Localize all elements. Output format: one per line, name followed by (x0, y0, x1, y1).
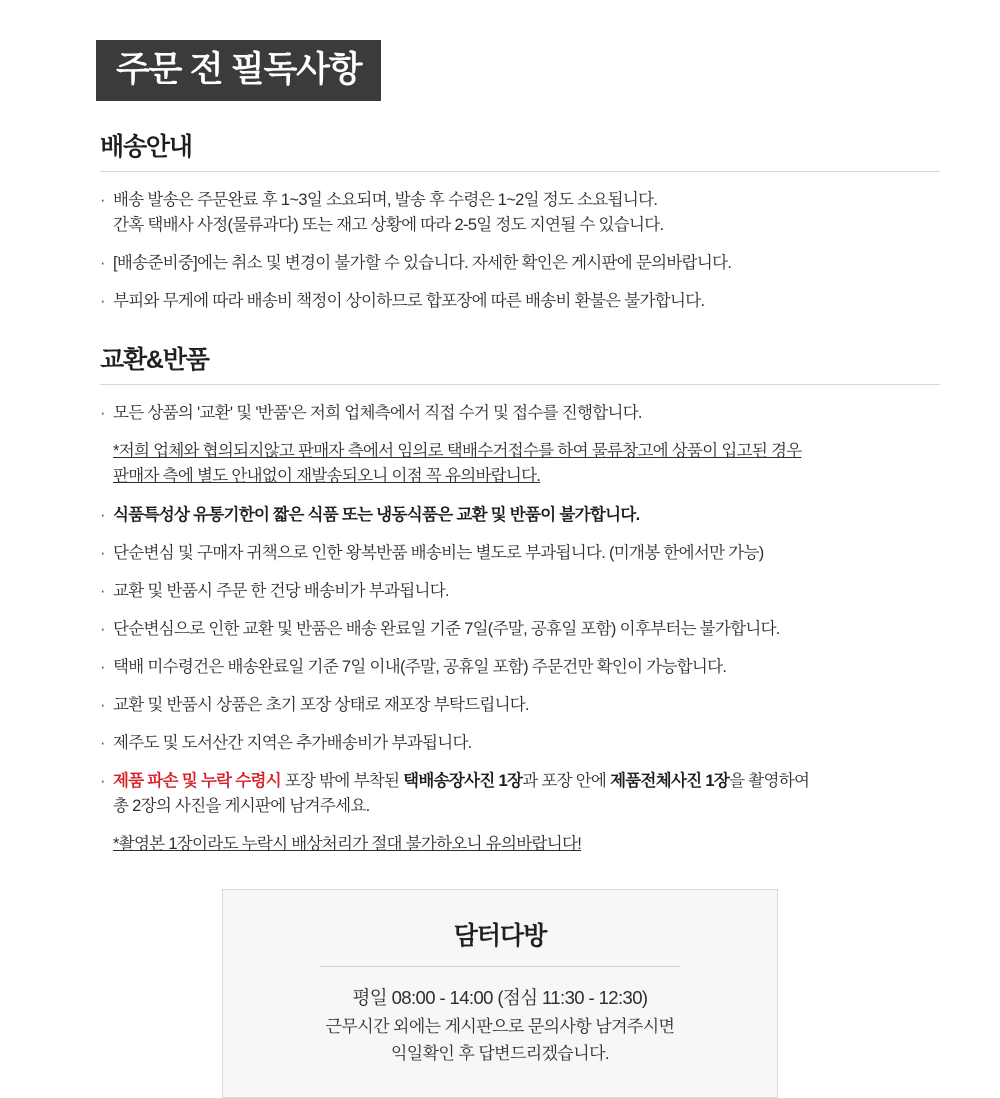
bullet-dot: · (100, 657, 105, 676)
damage-notice-mid1: 포장 밖에 부착된 (280, 772, 404, 791)
bullet-dot: · (100, 772, 105, 791)
main-heading-wrap (0, 40, 1000, 101)
bullet-dot: · (100, 404, 105, 423)
shipping-list (100, 188, 940, 314)
section-shipping (0, 127, 1000, 314)
customer-service-divider (320, 966, 680, 967)
list-item-text: [배송준비중]에는 취소 및 변경이 불가할 수 있습니다. 자세한 확인은 게시판에 문의바랍니다. (113, 254, 732, 273)
customer-service-note-1: 근무시간 외에는 게시판으로 문의사항 남겨주시면 (325, 1016, 675, 1036)
list-item-text: 배송 발송은 주문완료 후 1~3일 소요되며, 발송 후 수령은 1~2일 정도 소요됩니다. (113, 191, 658, 209)
customer-service-box (222, 889, 778, 1098)
bullet-dot: · (100, 292, 105, 311)
list-item-warning (100, 832, 940, 857)
section-heading: 교환&반품 (100, 346, 209, 375)
bullet-dot: · (100, 734, 105, 753)
section-divider (100, 171, 940, 172)
list-item-text: 모든 상품의 '교환' 및 '반품'은 저희 업체측에서 직접 수거 및 접수를 진행합니다. (113, 404, 642, 423)
list-item-text: 식품특성상 유통기한이 짧은 식품 또는 냉동식품은 교환 및 반품이 불가합니다. (113, 505, 640, 524)
list-item-subtext: 판매자 측에 별도 안내없이 재발송되오니 이점 꼭 유의바랍니다. (113, 467, 541, 486)
section-heading: 배송안내 (100, 133, 192, 161)
bullet-dot: · (100, 191, 105, 209)
bullet-dot: · (100, 695, 105, 714)
damage-notice-subtext: 총 2장의 사진을 게시판에 남겨주세요. (113, 797, 370, 816)
damage-notice-bold1: 택배송장사진 1장 (403, 772, 523, 791)
warning-text: *촬영본 1장이라도 누락시 배상처리가 절대 불가하오니 유의바랍니다! (113, 835, 582, 854)
bullet-dot: · (100, 254, 105, 273)
list-item (100, 251, 940, 276)
customer-service-note-2: 익일확인 후 답변드리겠습니다. (390, 1044, 610, 1064)
list-item-damage-notice (100, 769, 940, 819)
list-item (100, 289, 940, 314)
damage-notice-bold2: 제품전체사진 1장 (610, 772, 730, 791)
list-item-text: 택배 미수령건은 배송완료일 기준 7일 이내(주말, 공휴일 포함) 주문건만 확인이 가능합니다. (113, 657, 727, 676)
list-item (100, 503, 940, 528)
list-item-subtext: 간혹 택배사 사정(물류과다) 또는 재고 상황에 따라 2-5일 정도 지연될 수 있습니다. (113, 216, 664, 235)
bullet-dot: · (100, 505, 105, 524)
bullet-dot: · (100, 581, 105, 600)
damage-notice-mid2: 과 포장 안에 (522, 772, 611, 791)
list-item-text: 단순변심으로 인한 교환 및 반품은 배송 완료일 기준 7일(주말, 공휴일 포함) 이후부터는 불가합니다. (113, 619, 780, 638)
list-item-text: 부피와 무게에 따라 배송비 책정이 상이하므로 합포장에 따른 배송비 환불은 불가합니다. (113, 292, 705, 311)
damage-notice-tail: 을 촬영하여 (729, 772, 810, 791)
list-item (100, 541, 940, 566)
section-divider (100, 384, 940, 385)
list-item (100, 401, 940, 426)
main-heading: 주문 전 필독사항 (96, 40, 381, 101)
customer-service-hours: 평일 08:00 - 14:00 (점심 11:30 - 12:30) (352, 987, 648, 1009)
list-item-text: 교환 및 반품시 주문 한 건당 배송비가 부과됩니다. (113, 581, 449, 600)
list-item (100, 655, 940, 680)
list-item (100, 731, 940, 756)
list-item-text: 단순변심 및 구매자 귀책으로 인한 왕복반품 배송비는 별도로 부과됩니다. (미개봉 한에서만 가능) (113, 543, 764, 562)
list-item (100, 579, 940, 604)
list-item-text: 교환 및 반품시 상품은 초기 포장 상태로 재포장 부탁드립니다. (113, 695, 529, 714)
list-item (100, 617, 940, 642)
list-item-underlined (100, 439, 940, 489)
list-item (100, 693, 940, 718)
bullet-dot: · (100, 619, 105, 638)
list-item-text: *저희 업체와 협의되지않고 판매자 측에서 임의로 택배수거접수를 하여 물류창고에 상품이 입고된 경우 (113, 442, 802, 461)
section-exchange-return (0, 340, 1000, 857)
damage-notice-text (100, 769, 940, 794)
damage-notice-red: 제품 파손 및 누락 수령시 (113, 772, 281, 791)
customer-service-title: 담터다방 (453, 922, 547, 951)
bullet-dot: · (100, 543, 105, 562)
exchange-return-list (100, 401, 940, 857)
list-item-text: 제주도 및 도서산간 지역은 추가배송비가 부과됩니다. (113, 734, 472, 753)
list-item (100, 188, 940, 238)
